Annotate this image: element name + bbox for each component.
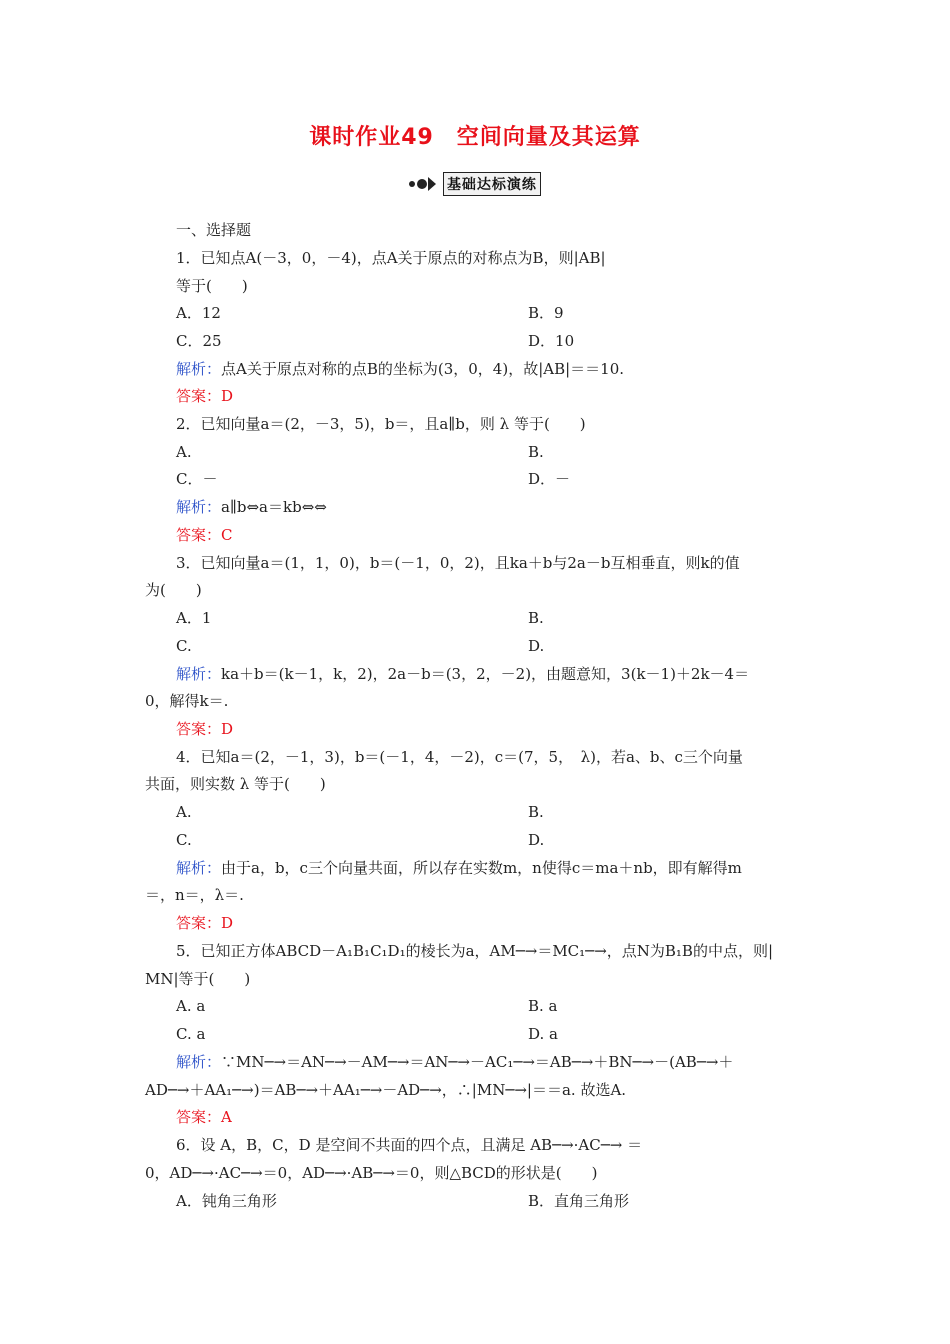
q2-option-b: B. (528, 443, 544, 461)
q4-answer (176, 913, 233, 933)
banner-dots-icon (409, 176, 436, 192)
q3-solution (176, 664, 749, 684)
q1-stem: 1．已知点A(－3，0，－4)，点A关于原点的对称点为B，则|AB| (176, 249, 606, 267)
section-banner (0, 172, 950, 196)
q1-option-b: B．9 (528, 304, 564, 322)
answer-label: 答案： (176, 387, 222, 405)
answer-label: 答案： (176, 720, 222, 738)
q3-solution-cont: 0，解得k＝. (145, 692, 229, 710)
q4-option-a: A. (176, 803, 192, 821)
solution-text: ∵MN─→＝AN─→－AM─→＝AN─→－AC₁─→＝AB─→＋BN─→－(AB─→＋ (221, 1053, 734, 1071)
q6-stem: 6．设 A，B，C，D 是空间不共面的四个点，且满足 AB─→·AC─→ ＝ (176, 1136, 643, 1154)
q6-option-a: A．钝角三角形 (176, 1192, 277, 1210)
q6-stem-cont: 0，AD─→·AC─→＝0，AD─→·AB─→＝0，则△BCD的形状是( ) (145, 1164, 598, 1182)
q3-answer (176, 719, 233, 739)
q1-option-d: D．10 (528, 332, 575, 350)
solution-text: 由于a，b，c三个向量共面，所以存在实数m，n使得c＝ma＋nb，即有解得m (221, 859, 742, 877)
q4-option-b: B. (528, 803, 544, 821)
solution-text: a∥b⇔a＝kb⇔⇔ (221, 498, 327, 516)
q4-option-d: D. (528, 831, 545, 849)
q5-answer (176, 1107, 232, 1127)
solution-label: 解析： (176, 498, 222, 516)
answer-value: D (221, 720, 234, 738)
q3-stem-cont: 为( ) (145, 581, 202, 599)
q3-option-b: B. (528, 609, 544, 627)
answer-value: A (221, 1108, 232, 1126)
q2-solution (176, 497, 327, 517)
q2-stem: 2．已知向量a＝(2，－3，5)，b＝，且a∥b，则 λ 等于( ) (176, 415, 586, 433)
q5-option-a: A. a (176, 997, 206, 1015)
q5-solution-cont: AD─→＋AA₁─→)＝AB─→＋AA₁─→－AD─→，∴|MN─→|＝＝a. 故选A. (145, 1081, 627, 1099)
solution-text: 点A关于原点对称的点B的坐标为(3，0，4)，故|AB|＝＝10. (221, 360, 625, 378)
q5-stem: 5．已知正方体ABCD－A₁B₁C₁D₁的棱长为a，AM─→＝MC₁─→，点N为B₁B的中点，则| (176, 942, 774, 960)
q1-option-c: C．25 (176, 332, 222, 350)
answer-label: 答案： (176, 914, 222, 932)
q2-option-a: A. (176, 443, 192, 461)
solution-label: 解析： (176, 1053, 222, 1071)
solution-label: 解析： (176, 360, 222, 378)
q5-option-d: D. a (528, 1025, 558, 1043)
answer-label: 答案： (176, 1108, 222, 1126)
q2-option-d: D．－ (528, 470, 571, 488)
answer-value: D (221, 387, 234, 405)
q4-option-c: C. (176, 831, 192, 849)
solution-label: 解析： (176, 859, 222, 877)
q1-option-a: A．12 (176, 304, 221, 322)
answer-value: D (221, 914, 234, 932)
q5-option-c: C. a (176, 1025, 206, 1043)
q4-solution (176, 858, 742, 878)
q5-solution (176, 1052, 733, 1072)
q3-stem: 3．已知向量a＝(1，1，0)，b＝(－1，0，2)，且ka＋b与2a－b互相垂直，则k的值 (176, 554, 740, 572)
page-title: 课时作业49 空间向量及其运算 (309, 125, 641, 150)
section-heading: 一、选择题 (176, 221, 252, 239)
q1-solution (176, 359, 624, 379)
solution-label: 解析： (176, 665, 222, 683)
banner-label: 基础达标演练 (443, 172, 541, 196)
q2-answer (176, 525, 233, 545)
q1-stem-cont: 等于( ) (176, 277, 248, 295)
q1-answer (176, 386, 233, 406)
q4-solution-cont: ＝，n＝，λ＝. (145, 886, 244, 904)
q6-option-b: B．直角三角形 (528, 1192, 630, 1210)
q5-stem-cont: MN|等于( ) (145, 970, 251, 988)
solution-text: ka＋b＝(k－1，k，2)，2a－b＝(3，2，－2)，由题意知，3(k－1)＋2k－4＝ (221, 665, 750, 683)
q4-stem-cont: 共面，则实数 λ 等于( ) (145, 775, 326, 793)
answer-value: C (221, 526, 233, 544)
answer-label: 答案： (176, 526, 222, 544)
q3-option-c: C. (176, 637, 192, 655)
q5-option-b: B. a (528, 997, 558, 1015)
q2-option-c: C．－ (176, 470, 218, 488)
q3-option-d: D. (528, 637, 545, 655)
q4-stem: 4．已知a＝(2，－1，3)，b＝(－1，4，－2)，c＝(7，5， λ)，若a、b、c三个向量 (176, 748, 743, 766)
q3-option-a: A．1 (176, 609, 212, 627)
